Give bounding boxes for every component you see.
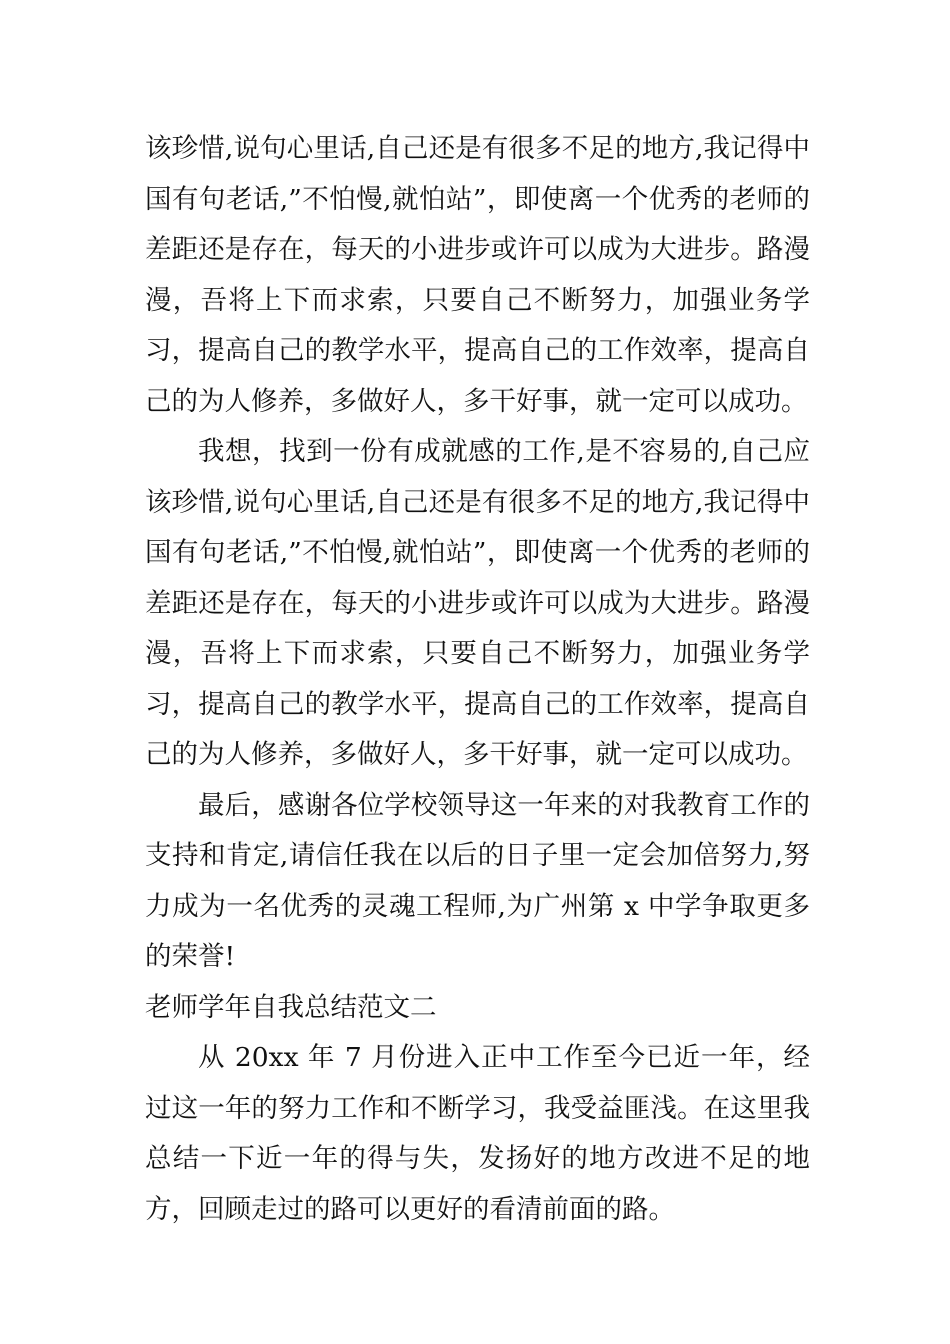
paragraph: 我想，找到一份有成就感的工作,是不容易的,自己应该珍惜,说句心里话,自己还是有很多不足的地方,我记得中国有句老话,”不怕慢,就怕站”，即使离一个优秀的老师的差距还是存在，每天的小进步或许可以成为大进步。路漫漫，吾将上下而求索，只要自己不断努力，加强业务学习，提高自己的教学水平，提高自己的工作效率，提高自己的为人修养，多做好人，多干好事，就一定可以成功。 <box>145 436 810 770</box>
section-heading: 老师学年自我总结范文二 <box>145 991 437 1023</box>
paragraph-continued: 该珍惜,说句心里话,自己还是有很多不足的地方,我记得中国有句老话,”不怕慢,就怕站”，即使离一个优秀的老师的差距还是存在，每天的小进步或许可以成为大进步。路漫漫，吾将上下而求索，只要自己不断努力，加强业务学习，提高自己的教学水平，提高自己的工作效率，提高自己的为人修养，多做好人，多干好事，就一定可以成功。 <box>145 133 810 417</box>
paragraph-closing: 最后，感谢各位学校领导这一年来的对我教育工作的支持和肯定,请信任我在以后的日子里一定会加倍努力,努力成为一名优秀的灵魂工程师,为广州第 x 中学争取更多的荣誉! <box>145 789 810 972</box>
document-body <box>145 124 810 1235</box>
paragraph-intro: 从 20xx 年 7 月份进入正中工作至今已近一年，经过这一年的努力工作和不断学习，我受益匪浅。在这里我总结一下近一年的得与失，发扬好的地方改进不足的地方，回顾走过的路可以更好的看清前面的路。 <box>145 1042 810 1225</box>
